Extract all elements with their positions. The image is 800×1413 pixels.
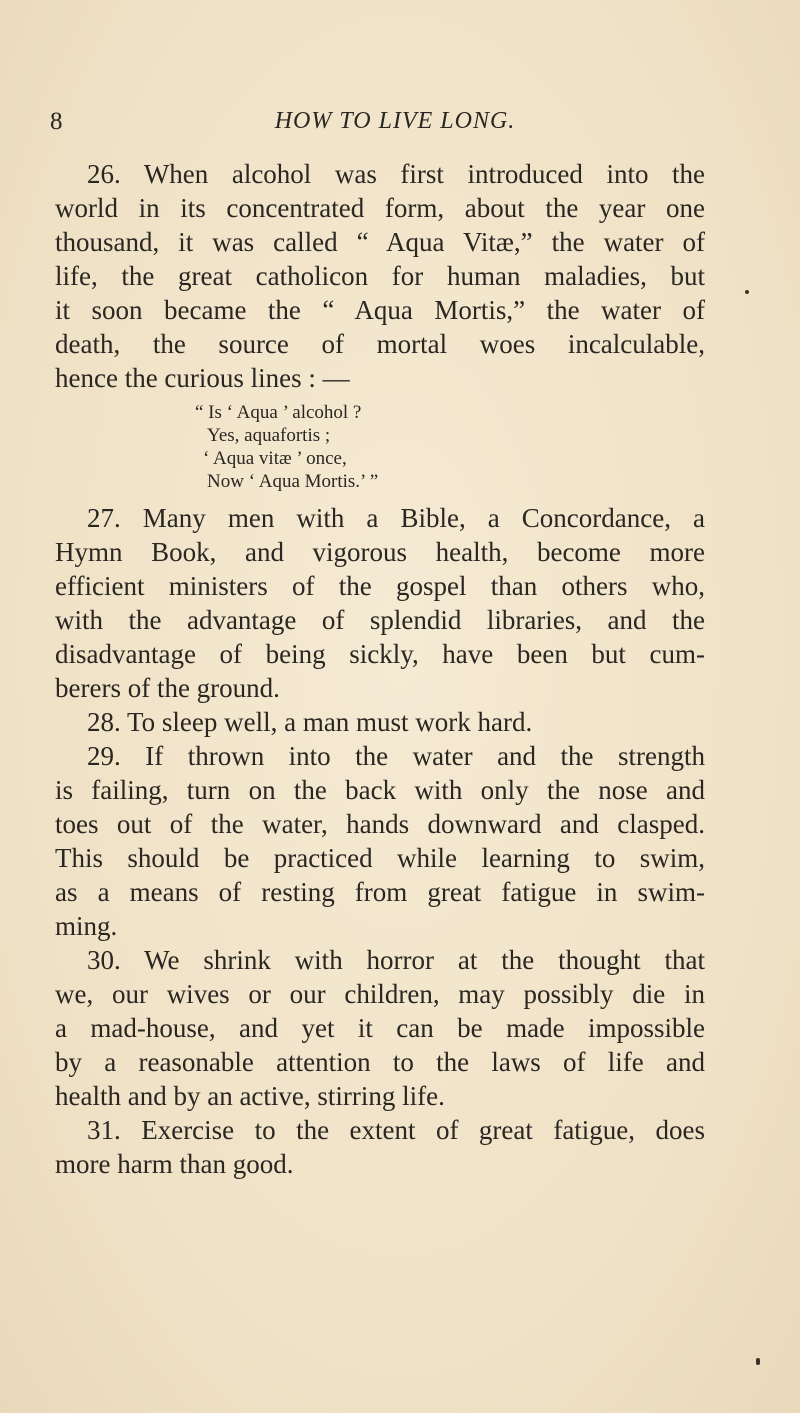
text-line: berers of the ground. bbox=[55, 673, 280, 703]
text-line: thousand, it was called “ Aqua Vitæ,” the water of bbox=[55, 227, 705, 257]
text-line: toes out of the water, hands downward and clasped. bbox=[55, 809, 705, 839]
text-line: Hymn Book, and vigorous health, become more bbox=[55, 537, 705, 567]
paragraph-29 bbox=[55, 739, 705, 943]
text-line: hence the curious lines : — bbox=[55, 363, 350, 393]
text-line: death, the source of mortal woes incalculable, bbox=[55, 329, 705, 359]
text-line: it soon became the “ Aqua Mortis,” the water of bbox=[55, 295, 705, 325]
text-line: 30. We shrink with horror at the thought that bbox=[87, 945, 705, 975]
text-line: we, our wives or our children, may possibly die in bbox=[55, 979, 705, 1009]
ink-speck bbox=[745, 290, 749, 294]
text-line: disadvantage of being sickly, have been but cum- bbox=[55, 639, 705, 669]
text-line: ming. bbox=[55, 911, 118, 941]
verse-line: ‘ Aqua vitæ ’ once, bbox=[203, 448, 347, 469]
text-line: efficient ministers of the gospel than others who, bbox=[55, 571, 705, 601]
text-line: is failing, turn on the back with only the nose and bbox=[55, 775, 705, 805]
text-line: world in its concentrated form, about the year one bbox=[55, 193, 705, 223]
text-line: with the advantage of splendid libraries, and the bbox=[55, 605, 705, 635]
text-line: health and by an active, stirring life. bbox=[55, 1081, 445, 1111]
verse-line: Now ‘ Aqua Mortis.’ ” bbox=[207, 471, 379, 492]
running-head bbox=[50, 108, 740, 138]
paragraph-31 bbox=[55, 1113, 705, 1181]
text-line: by a reasonable attention to the laws of life and bbox=[55, 1047, 705, 1077]
verse-line: “ Is ‘ Aqua ’ alcohol ? bbox=[195, 402, 362, 423]
text-line: 28. To sleep well, a man must work hard. bbox=[87, 707, 533, 737]
text-line: 27. Many men with a Bible, a Concordance, a bbox=[87, 503, 705, 533]
running-title: HOW TO LIVE LONG. bbox=[274, 108, 516, 134]
paragraph-30 bbox=[55, 943, 705, 1113]
text-line: more harm than good. bbox=[55, 1149, 294, 1179]
verse-line: Yes, aquafortis ; bbox=[207, 425, 331, 446]
page-number: 8 bbox=[50, 108, 63, 135]
paragraph-27 bbox=[55, 501, 705, 705]
paragraph-28 bbox=[55, 705, 705, 739]
text-line: 31. Exercise to the extent of great fatigue, does bbox=[87, 1115, 705, 1145]
text-line: life, the great catholicon for human maladies, but bbox=[55, 261, 705, 291]
paragraph-26 bbox=[55, 157, 705, 395]
text-line: as a means of resting from great fatigue in swim- bbox=[55, 877, 705, 907]
ink-speck bbox=[756, 1358, 760, 1365]
text-line: 29. If thrown into the water and the strength bbox=[87, 741, 705, 771]
text-line: a mad-house, and yet it can be made impossible bbox=[55, 1013, 705, 1043]
text-line: This should be practiced while learning to swim, bbox=[55, 843, 705, 873]
text-line: 26. When alcohol was first introduced into the bbox=[87, 159, 705, 189]
body-text bbox=[55, 157, 705, 1181]
verse-quotation bbox=[55, 401, 705, 493]
